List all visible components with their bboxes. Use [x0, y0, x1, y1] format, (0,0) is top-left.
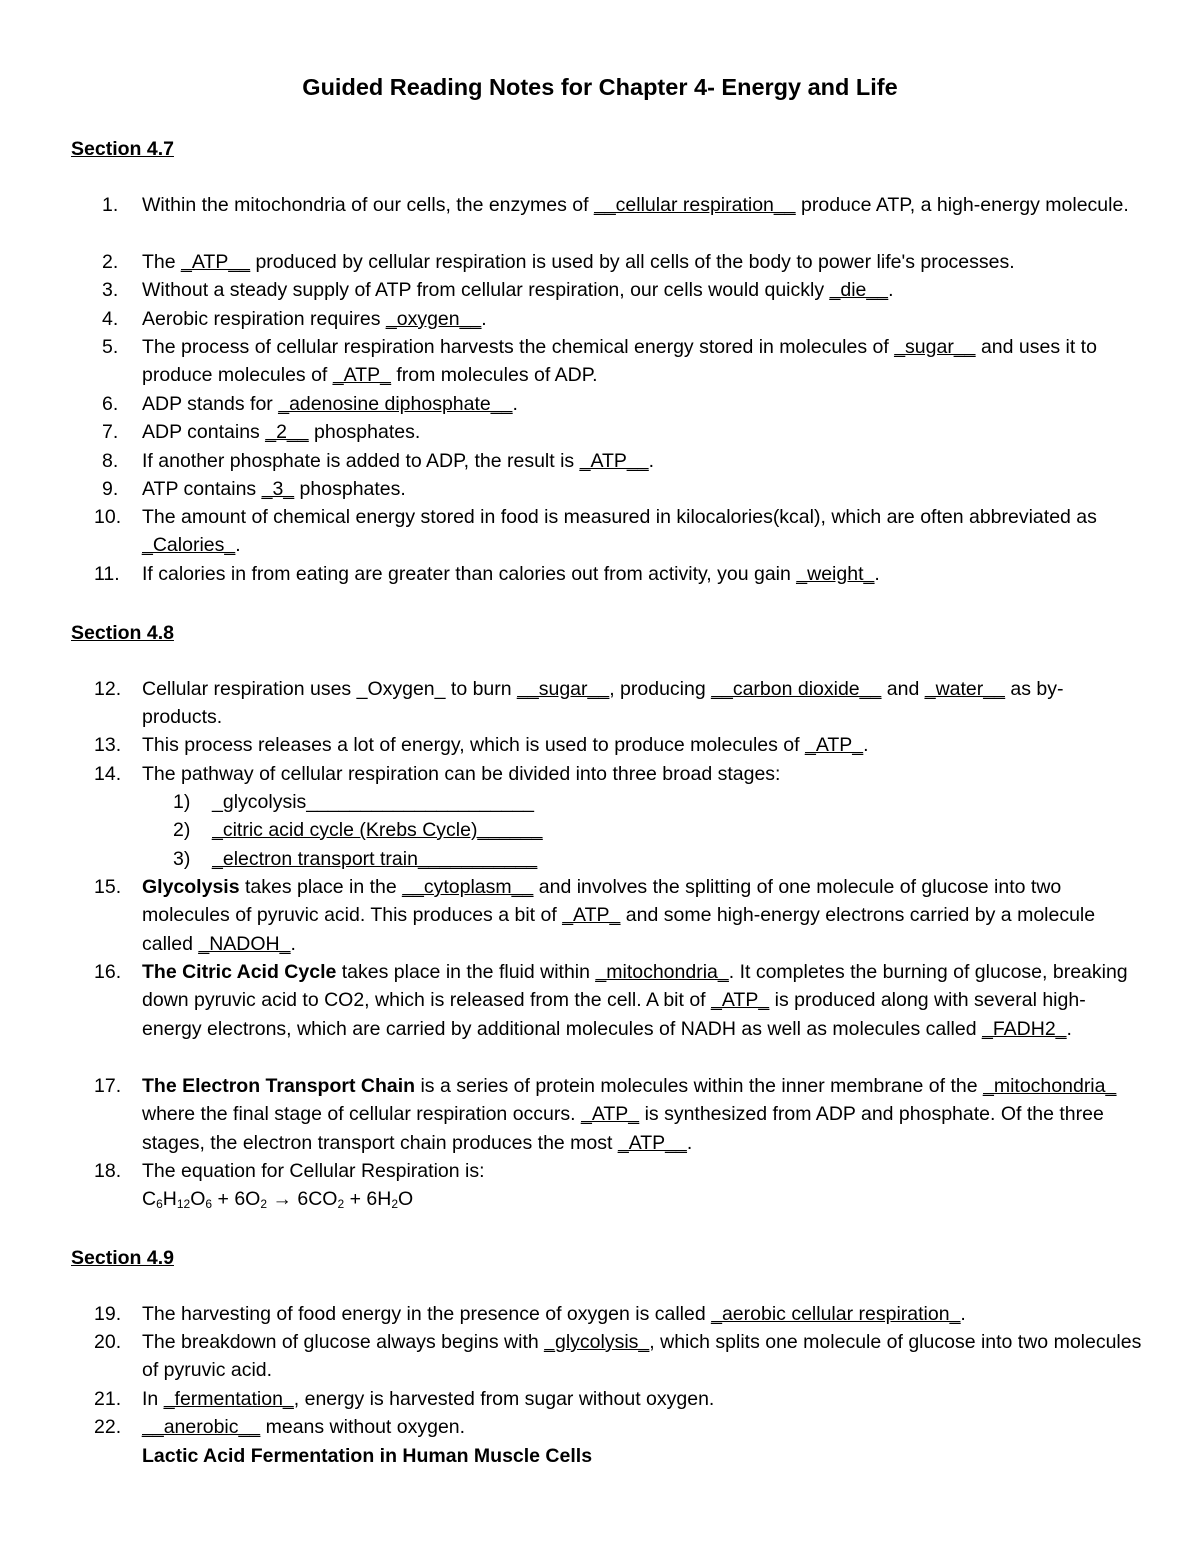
answer-blank: _mitochondria_	[595, 961, 729, 983]
item-text: Cellular respiration uses _Oxygen_ to burn __sugar__, producing __carbon dioxide__ and _water__ as by-products.	[142, 678, 1064, 729]
answer-blank: _3_	[261, 478, 295, 500]
answer-blank: _die__	[829, 279, 889, 301]
item-text: ADP stands for _adenosine diphosphate__.	[142, 393, 518, 415]
item-number: 17.	[94, 1075, 122, 1097]
item-number: 14.	[94, 763, 122, 785]
stage-item	[173, 816, 543, 844]
answer-blank: _ATP_	[562, 904, 621, 927]
answer-blank: _FADH2_	[981, 1017, 1067, 1040]
stage-item	[173, 845, 537, 873]
stage-number: 1)	[173, 791, 191, 813]
stage-number: 2)	[173, 819, 191, 841]
item-text: Aerobic respiration requires _oxygen__.	[142, 308, 487, 330]
list-item	[94, 503, 1142, 560]
list-item	[94, 1328, 1142, 1385]
item-text: ATP contains _3_ phosphates.	[142, 478, 406, 500]
answer-blank: _ATP_	[332, 364, 391, 387]
page-title: Guided Reading Notes for Chapter 4- Energy and Life	[302, 74, 898, 100]
list-item	[102, 390, 1142, 418]
list-item	[102, 418, 1142, 446]
list-item	[102, 276, 1142, 304]
section-heading-4-7: Section 4.7	[71, 138, 174, 160]
item-number: 10.	[94, 506, 122, 528]
list-item	[94, 873, 1142, 958]
item-text: The Electron Transport Chain is a series of protein molecules within the inner membrane of the _mitochondria_ where the final stage of cellular respiration occurs. _ATP_ is synthesized from ADP and phosphate. Of the three stages, the electron transport chain produces the most _ATP__.	[142, 1075, 1117, 1154]
item-text: The pathway of cellular respiration can be divided into three broad stages:	[142, 763, 781, 785]
stage-text: _electron transport train___________	[212, 848, 538, 870]
item-number: 18.	[94, 1160, 122, 1182]
answer-blank: _ATP_	[580, 1103, 640, 1126]
item-text: Within the mitochondria of our cells, the enzymes of __cellular respiration__ produce ATP, a high-energy molecule.	[142, 194, 1129, 216]
answer-blank: __cellular respiration__	[593, 194, 796, 216]
item-text: __anerobic__ means without oxygen.	[142, 1416, 466, 1438]
answer-blank: _aerobic cellular respiration_	[711, 1303, 961, 1325]
item-number: 9.	[102, 478, 119, 500]
list-item	[94, 1157, 1142, 1214]
item-text: In _fermentation_, energy is harvested from sugar without oxygen.	[142, 1388, 715, 1410]
list-item	[94, 1413, 1142, 1441]
item-text: The _ATP__ produced by cellular respiration is used by all cells of the body to power life's processes.	[142, 251, 1015, 273]
item-number: 2.	[102, 251, 119, 273]
item-number: 5.	[102, 336, 119, 358]
answer-blank: _mitochondria_	[983, 1075, 1117, 1097]
item-number: 13.	[94, 734, 122, 756]
item-number: 22.	[94, 1416, 122, 1438]
item-text: If another phosphate is added to ADP, the result is _ATP__.	[142, 450, 655, 472]
answer-blank: _2__	[265, 421, 309, 443]
item-text: The harvesting of food energy in the presence of oxygen is called _aerobic cellular respiration_.	[142, 1303, 966, 1325]
item-text: Glycolysis takes place in the __cytoplasm__ and involves the splitting of one molecule of glucose into two molecules of pyruvic acid. This produces a bit of _ATP_ and some high-energy electrons carried by a molecule called _NADOH_.	[142, 876, 1096, 955]
item-number: 8.	[102, 450, 119, 472]
item-number: 1.	[102, 194, 119, 216]
item-text: The breakdown of glucose always begins with _glycolysis_, which splits one molecule of glucose into two molecules of pyruvic acid.	[142, 1331, 1142, 1382]
list-item	[94, 958, 1142, 1043]
answer-blank: _ATP_	[711, 989, 770, 1012]
item-number: 7.	[102, 421, 119, 443]
item-number: 21.	[94, 1388, 122, 1410]
answer-blank: _glycolysis_	[544, 1331, 650, 1353]
item-text: The equation for Cellular Respiration is:	[142, 1160, 485, 1182]
list-item	[94, 1300, 1142, 1328]
answer-blank: _water__	[924, 678, 1005, 700]
item-number: 16.	[94, 961, 122, 983]
list-item	[102, 248, 1142, 276]
stage-text: _citric acid cycle (Krebs Cycle)______	[212, 819, 543, 841]
answer-blank: __carbon dioxide__	[711, 678, 882, 700]
item-text: Without a steady supply of ATP from cellular respiration, our cells would quickly _die__.	[142, 279, 894, 301]
item-number: 11.	[94, 563, 120, 585]
list-item	[94, 675, 1142, 732]
section-heading-4-9: Section 4.9	[71, 1247, 174, 1269]
answer-blank: _ATP__	[579, 450, 649, 472]
item-number: 20.	[94, 1331, 122, 1353]
answer-blank: _NADOH_	[198, 932, 291, 955]
answer-blank: _ATP_	[804, 734, 864, 756]
item-text: This process releases a lot of energy, which is used to produce molecules of _ATP_.	[142, 734, 869, 756]
item-text: The amount of chemical energy stored in food is measured in kilocalories(kcal), which are often abbreviated as _Calories_.	[142, 506, 1097, 557]
item-text: The process of cellular respiration harvests the chemical energy stored in molecules of _sugar__ and uses it to produce molecules of _ATP_ from molecules of ADP.	[142, 336, 1097, 387]
answer-blank: __cytoplasm__	[402, 876, 534, 898]
item-text: If calories in from eating are greater than calories out from activity, you gain _weight_.	[142, 563, 880, 585]
item-text: ADP contains _2__ phosphates.	[142, 421, 421, 443]
stage-number: 3)	[173, 848, 191, 870]
list-item	[94, 1385, 1142, 1413]
list-item	[94, 760, 1142, 788]
stage-item	[173, 788, 534, 816]
lactic-acid-heading: Lactic Acid Fermentation in Human Muscle Cells	[142, 1445, 593, 1467]
answer-blank: _sugar__	[894, 336, 976, 358]
answer-blank: _ATP__	[617, 1131, 687, 1154]
list-item	[94, 560, 1142, 588]
answer-blank: _fermentation_	[163, 1388, 294, 1410]
list-item	[102, 333, 1142, 390]
stage-text: _glycolysis_____________________	[212, 791, 535, 813]
item-number: 15.	[94, 876, 122, 898]
item-number: 4.	[102, 308, 119, 330]
section-heading-4-8: Section 4.8	[71, 622, 174, 644]
answer-blank: _weight_	[796, 563, 875, 585]
item-text: The Citric Acid Cycle takes place in the fluid within _mitochondria_. It completes the burning of glucose, breaking down pyruvic acid to CO2, which is released from the cell. A bit of _ATP_ is produced along with several high-energy electrons, which are carried by additional molecules of NADH as well as molecules called _FADH2_.	[142, 961, 1128, 1040]
item-number: 19.	[94, 1303, 122, 1325]
answer-blank: _oxygen__	[385, 308, 482, 330]
respiration-equation: $C_6H_{12}O_6 + 6O_2 \to 6CO_2 + 6H_2O$	[142, 1188, 414, 1212]
answer-blank: __anerobic__	[142, 1416, 261, 1438]
answer-blank: _Calories_	[142, 534, 236, 557]
list-item	[94, 1072, 1142, 1157]
item-number: 12.	[94, 678, 122, 700]
item-number: 6.	[102, 393, 119, 415]
list-item	[94, 731, 1142, 759]
list-item	[102, 191, 1142, 219]
list-item	[102, 475, 1142, 503]
answer-blank: _ATP__	[181, 251, 251, 273]
list-item	[102, 305, 1142, 333]
answer-blank: _adenosine diphosphate__	[278, 393, 513, 415]
list-item	[102, 447, 1142, 475]
answer-blank: __sugar__	[517, 678, 610, 700]
item-number: 3.	[102, 279, 119, 301]
